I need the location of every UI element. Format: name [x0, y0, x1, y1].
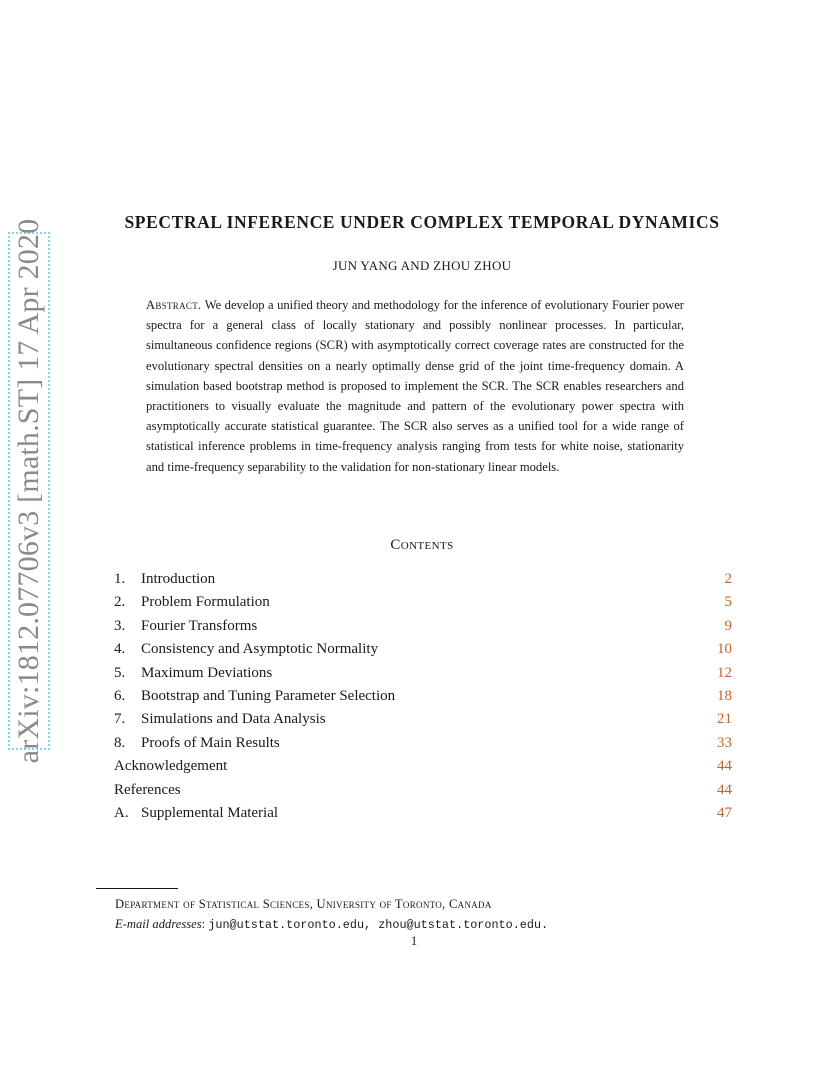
toc-entry-number: 8. [114, 734, 126, 751]
toc-entry-page-link[interactable]: 44 [717, 781, 732, 798]
toc-entry[interactable] [114, 592, 732, 615]
toc-entry-page-link[interactable]: 21 [717, 711, 732, 728]
toc-entry-title: Acknowledgement [114, 758, 228, 775]
paper-authors: JUN YANG AND ZHOU ZHOU [332, 258, 512, 273]
toc-entry-page-link[interactable]: 33 [717, 734, 732, 751]
toc-entry-page-link[interactable]: 44 [717, 758, 732, 775]
paper-title: SPECTRAL INFERENCE UNDER COMPLEX TEMPORAL DYNAMICS [124, 212, 720, 232]
toc-entry-page-link[interactable]: 47 [717, 804, 732, 821]
abstract-label: Abstract. [146, 298, 202, 312]
toc-entry-page-link[interactable]: 18 [717, 687, 732, 704]
abstract [146, 295, 684, 477]
arxiv-identifier: arXiv:1812.07706v3 [math.ST] 17 Apr 2020 [12, 218, 45, 764]
toc-entry-title: Fourier Transforms [141, 617, 258, 634]
toc-entry-page-link[interactable]: 9 [724, 617, 732, 634]
toc-entry[interactable] [114, 663, 732, 686]
toc-entry-title: Problem Formulation [141, 594, 270, 611]
toc-entry-number: 3. [114, 617, 126, 634]
toc-entry-number: 6. [114, 687, 126, 704]
toc-entry[interactable] [114, 733, 732, 756]
email-addresses: jun@utstat.toronto.edu, zhou@utstat.toronto.edu. [208, 918, 549, 932]
toc-entry-number: A. [114, 804, 129, 821]
toc-entry-title: Simulations and Data Analysis [141, 711, 326, 728]
toc-entry[interactable] [114, 569, 732, 592]
toc-entry-title: Consistency and Asymptotic Normality [141, 641, 379, 658]
toc-entry[interactable] [114, 686, 732, 709]
arxiv-stamp [8, 218, 50, 764]
abstract-text: We develop a unified theory and methodology for the inference of evolutionary Fourier power spectra for a general class of locally stationary and possibly nonlinear processes. In particular, simultaneous confidence regions (SCR) with asymptotically correct coverage rates are constructed for the evolutionary spectral densities on a nearly optimally dense grid of the joint time-frequency domain. A simulation based bootstrap method is proposed to implement the SCR. The SCR enables researchers and practitioners to visually evaluate the magnitude and pattern of the evolutionary power spectra with asymptotically accurate statistical guarantee. The SCR also serves as a unified tool for a wide range of statistical inference problems in time-frequency analysis ranging from tests for white noise, stationarity and time-frequency separability to the validation for non-stationary linear models. [146, 298, 684, 474]
toc-entry[interactable] [114, 616, 732, 639]
author-emails: E-mail addresses: jun@utstat.toronto.edu, zhou@utstat.toronto.edu. [115, 917, 549, 932]
toc-entry[interactable] [114, 803, 732, 826]
toc-entry-number: 5. [114, 664, 126, 681]
contents-heading: Contents [390, 537, 454, 553]
toc-entry[interactable] [114, 756, 732, 779]
toc-entry-page-link[interactable]: 12 [717, 664, 732, 681]
toc-entry-page-link[interactable]: 2 [724, 571, 732, 587]
toc-entry-number: 7. [114, 711, 126, 728]
toc-entry[interactable] [114, 709, 732, 732]
toc-entry-number: 1. [114, 571, 126, 587]
toc-entry-number: 4. [114, 641, 126, 658]
toc-entry-title: Bootstrap and Tuning Parameter Selection [141, 687, 396, 704]
toc-entry-title: References [114, 781, 181, 798]
toc-entry-title: Proofs of Main Results [141, 734, 280, 751]
footnote-rule [96, 888, 178, 889]
toc-entry[interactable] [114, 639, 732, 662]
toc-entry-number: 2. [114, 594, 126, 611]
toc-entry-page-link[interactable]: 5 [724, 594, 732, 611]
toc-entry-title: Supplemental Material [141, 804, 279, 821]
table-of-contents [114, 569, 732, 826]
page-number: 1 [410, 934, 418, 948]
email-label: E-mail addresses [115, 917, 202, 931]
toc-entry-page-link[interactable]: 10 [717, 641, 732, 658]
toc-entry[interactable] [114, 780, 732, 803]
toc-entry-title: Maximum Deviations [141, 664, 273, 681]
author-affiliation: Department of Statistical Sciences, University of Toronto, Canada [115, 897, 492, 911]
toc-entry-title: Introduction [141, 571, 216, 587]
